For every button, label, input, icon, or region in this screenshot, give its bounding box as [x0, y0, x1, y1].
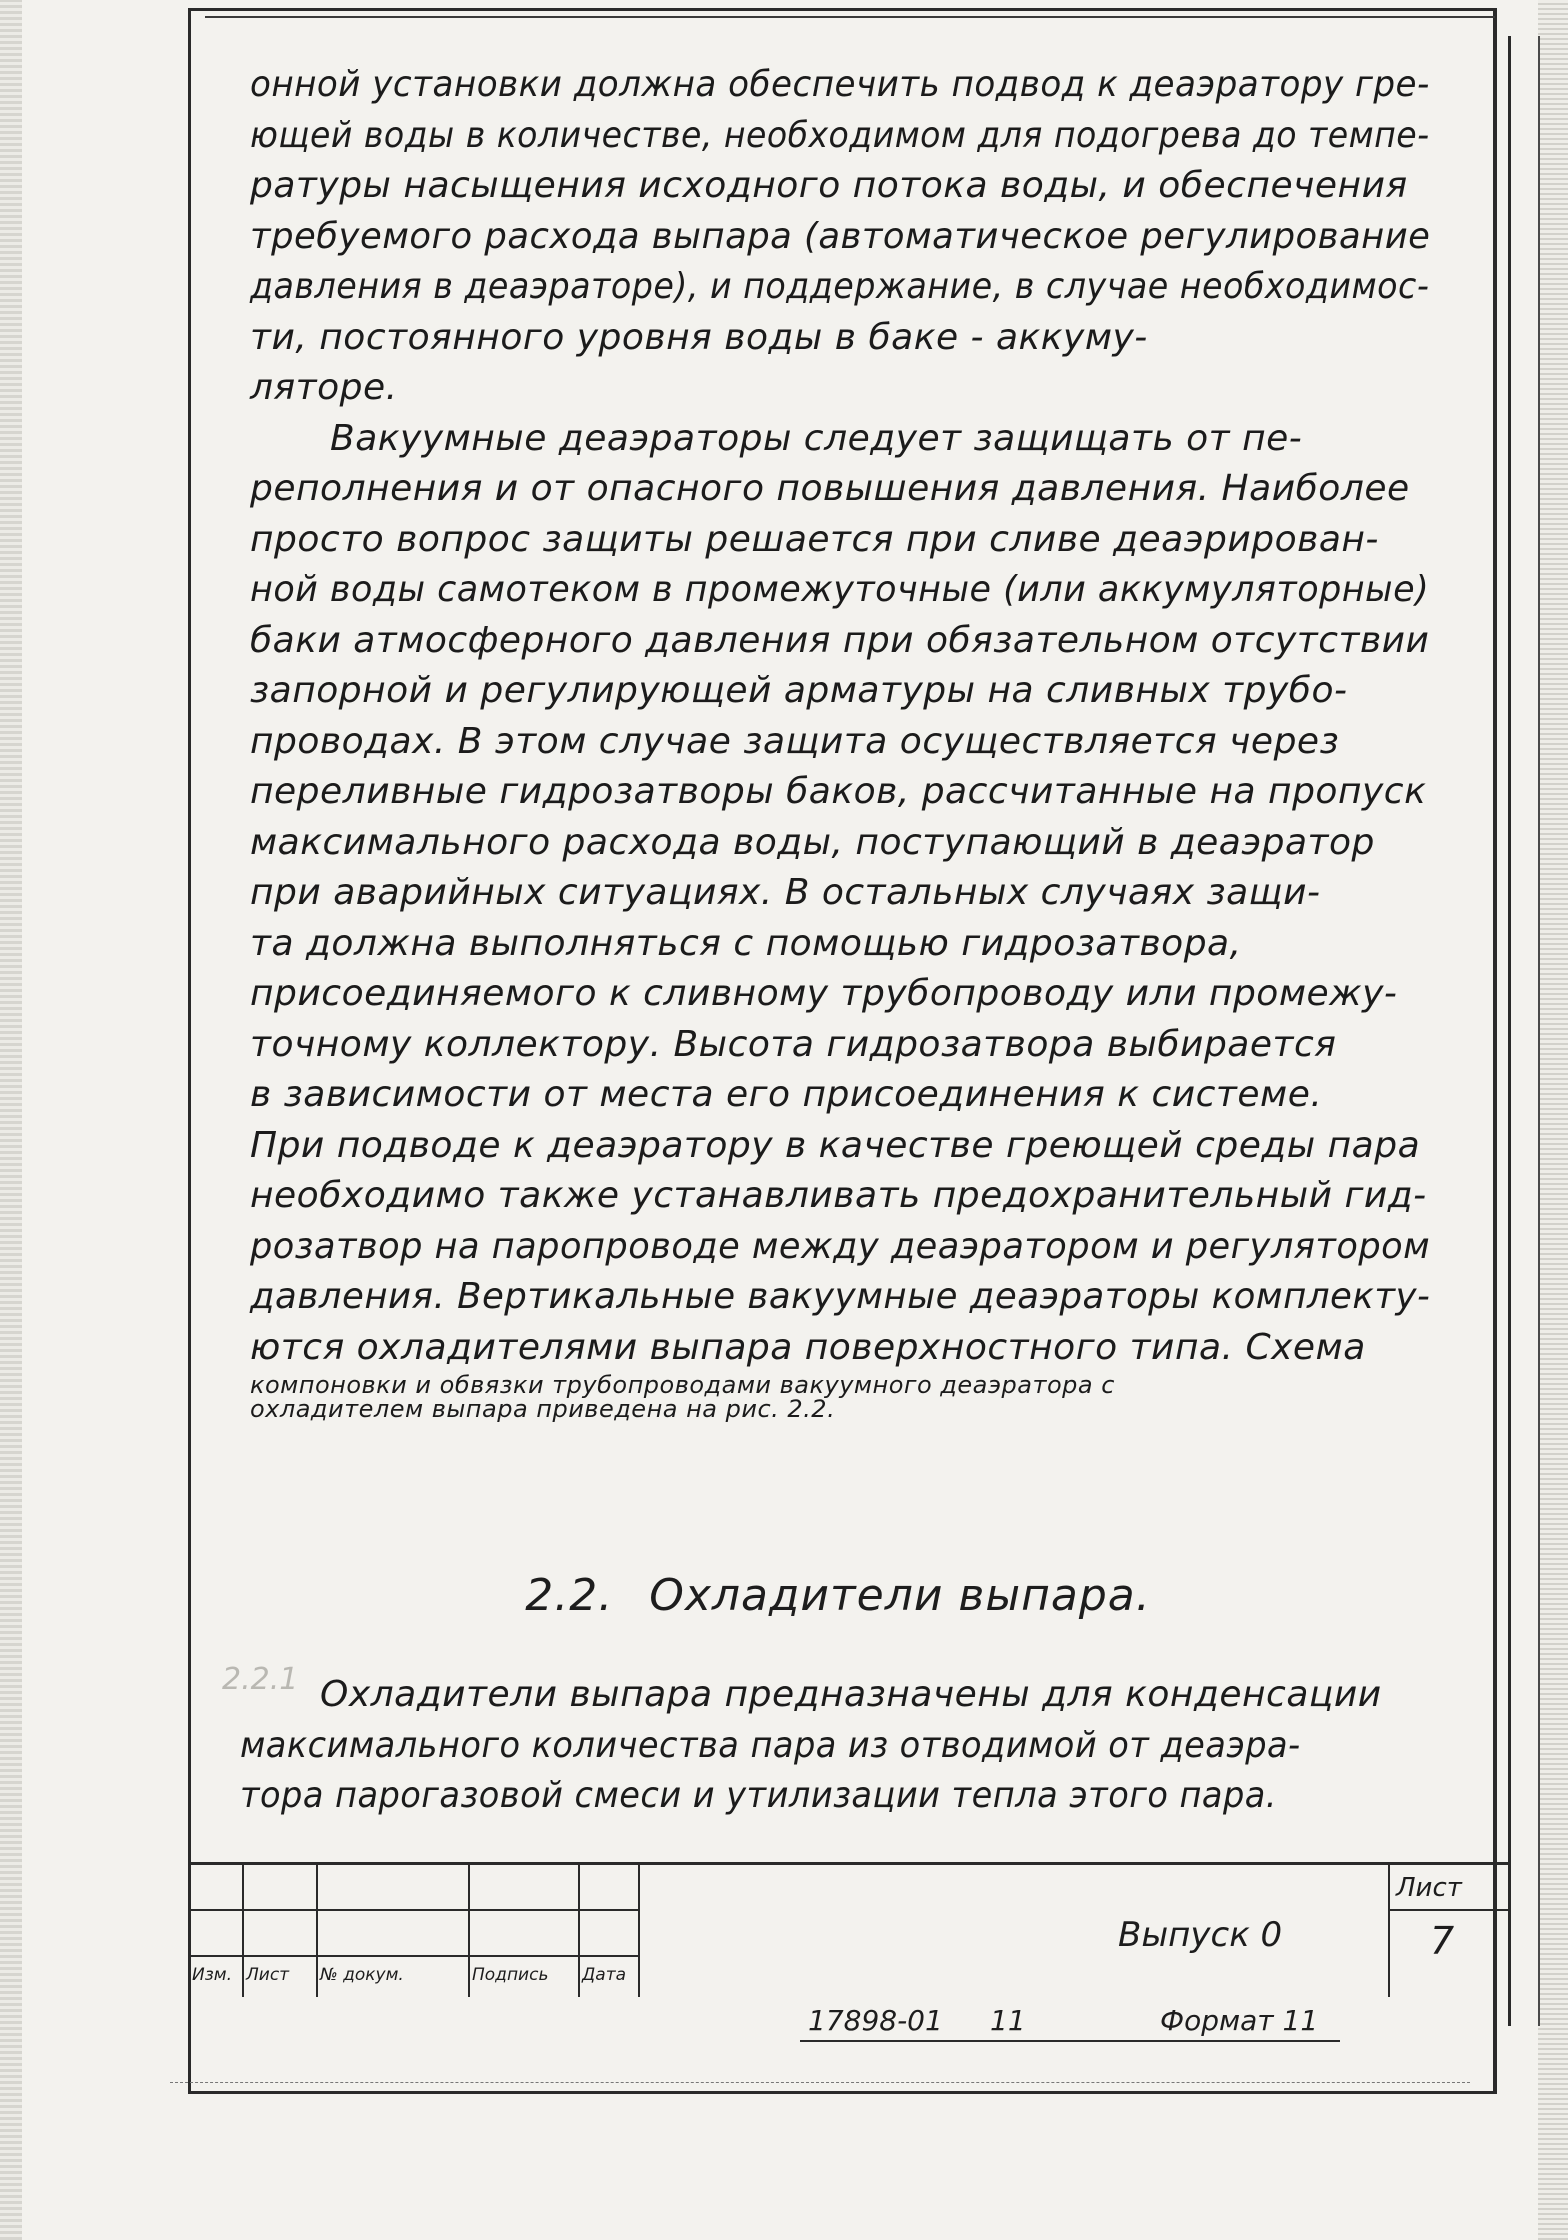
text-line: ти, постоянного уровня воды в баке - аккуму- — [250, 316, 1148, 358]
tb-col-izm: Изм. — [192, 1965, 232, 1985]
right-margin-line — [1508, 36, 1511, 2026]
section-heading — [188, 1570, 1488, 1621]
text-line: реполнения и от опасного повышения давления. Наиболее — [250, 468, 1410, 509]
right-margin-line-outer — [1538, 36, 1540, 2026]
text-line: Вакуумные деаэраторы следует защищать от пе- — [330, 417, 1303, 459]
text-line-small: компоновки и обвязки трубопроводами вакуумного деаэратора с — [250, 1371, 1115, 1399]
text-line: давления в деаэраторе), и поддержание, в случае необходимос- — [250, 266, 1430, 307]
text-line: требуемого расхода выпара (автоматическое регулирование — [250, 215, 1431, 257]
text-line: запорной и регулирующей арматуры на сливных трубо- — [250, 670, 1348, 711]
text-line: та должна выполняться с помощью гидрозатвора, — [250, 922, 1242, 964]
section-title: Охладители выпара. — [649, 1570, 1151, 1621]
text-line: тора парогазовой смеси и утилизации тепла этого пара. — [240, 1775, 1277, 1816]
text-line: при аварийных ситуациях. В остальных случаях защи- — [250, 872, 1321, 913]
footer-underline — [800, 2040, 1340, 2042]
sheet-frame-top-line — [205, 16, 1495, 18]
text-line: ной воды самотеком в промежуточные (или аккумуляторные) — [250, 569, 1430, 610]
tb-divider — [638, 1865, 640, 1997]
text-line: необходимо также устанавливать предохранительный гид- — [250, 1175, 1427, 1216]
text-line: ющей воды в количестве, необходимом для подогрева до темпе- — [250, 114, 1430, 156]
text-line: переливные гидрозатворы баков, рассчитанные на пропуск — [250, 771, 1427, 812]
text-line-small: охладителем выпара приведена на рис. 2.2. — [250, 1395, 836, 1423]
tb-col-sign: Подпись — [472, 1965, 549, 1985]
tb-col-doc: № докум. — [320, 1965, 404, 1985]
text-line: Охладители выпара предназначены для конденсации — [320, 1674, 1382, 1715]
text-line: давления. Вертикальные вакуумные деаэраторы комплекту- — [250, 1276, 1431, 1317]
text-line: ратуры насыщения исходного потока воды, и обеспечения — [250, 165, 1408, 206]
sheet-number: 7 — [1430, 1919, 1455, 1963]
tb-row-line — [188, 1955, 638, 1957]
main-text — [250, 60, 1430, 1421]
tb-row-line — [188, 1909, 638, 1911]
sheet-label: Лист — [1396, 1873, 1462, 1903]
bottom-rule — [170, 2082, 1470, 2083]
issue-label: Выпуск 0 — [1118, 1915, 1283, 1955]
sheet-box — [1388, 1865, 1510, 1997]
tb-divider — [242, 1865, 244, 1997]
format-label: Формат 11 — [1160, 2004, 1319, 2037]
text-line: ляторе. — [250, 367, 398, 408]
document-sub: 11 — [990, 2004, 1026, 2037]
text-line: проводах. В этом случае защита осуществляется через — [250, 720, 1340, 762]
text-line: При подводе к деаэратору в качестве греющей среды пара — [250, 1124, 1421, 1166]
document-code: 17898-01 — [808, 2004, 943, 2037]
scan-edge-right — [1538, 0, 1568, 2240]
tb-col-date: Дата — [582, 1965, 627, 1985]
section-number: 2.2. — [525, 1570, 614, 1621]
tb-divider — [316, 1865, 318, 1997]
text-line: онной установки должна обеспечить подвод к деаэратору гре- — [250, 64, 1430, 105]
text-line: максимального расхода воды, поступающий в деаэратор — [250, 821, 1375, 863]
text-line: розатвор на паропроводе между деаэратором и регулятором — [250, 1225, 1431, 1267]
tb-divider — [468, 1865, 470, 1997]
text-line: просто вопрос защиты решается при сливе деаэрирован- — [250, 518, 1379, 560]
tb-divider — [188, 1865, 190, 1997]
text-line: в зависимости от места его присоединения к системе. — [250, 1074, 1323, 1115]
text-line: максимального количества пара из отводимой от деаэра- — [240, 1724, 1301, 1766]
text-line: точному коллектору. Высота гидрозатвора выбирается — [250, 1023, 1337, 1065]
text-line: ются охладителями выпара поверхностного типа. Схема — [250, 1326, 1366, 1368]
sheet-box-divider — [1390, 1909, 1510, 1911]
paragraph-number: 2.2.1 — [222, 1662, 299, 1697]
tb-col-list: Лист — [246, 1965, 290, 1985]
text-line: присоединяемого к сливному трубопроводу или промежу- — [250, 973, 1398, 1014]
title-block — [188, 1862, 1508, 1997]
text-line: баки атмосферного давления при обязательном отсутствии — [250, 619, 1430, 661]
tb-divider — [578, 1865, 580, 1997]
scan-edge-left — [0, 0, 22, 2240]
